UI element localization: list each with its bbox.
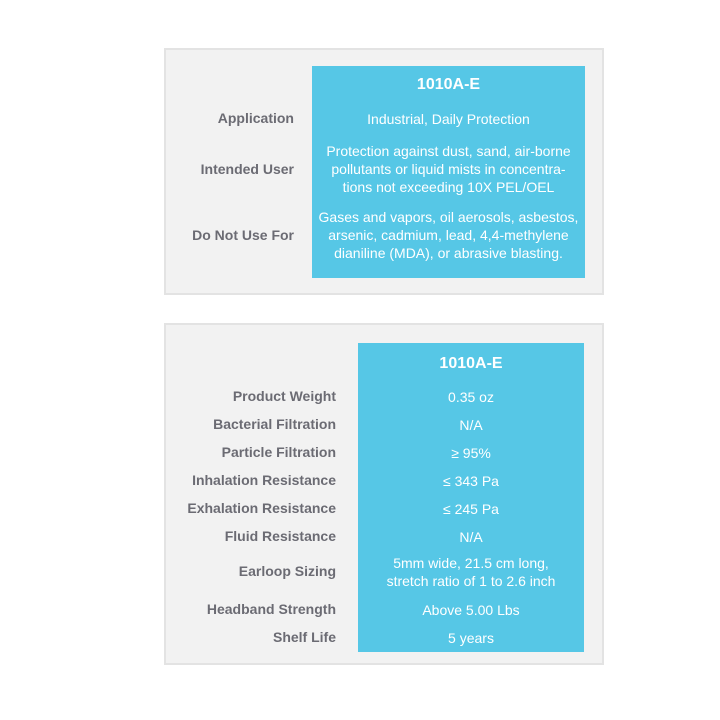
row-label-exhalation-resistance: Exhalation Resistance (187, 500, 336, 516)
row-label-particle-filtration: Particle Filtration (221, 444, 336, 460)
row-value-intended-user: Protection against dust, sand, air-borne pollutants or liquid mists in concentra- tions not exceeding 10X PEL/OEL (326, 143, 571, 195)
spec-card-usage (164, 48, 604, 295)
row-value-shelf-life: 5 years (448, 630, 494, 646)
row-label-bacterial-filtration: Bacterial Filtration (213, 416, 336, 432)
row-value-exhalation-resistance: ≤ 245 Pa (443, 501, 499, 517)
row-value-bacterial-filtration: N/A (459, 417, 483, 433)
row-value-headband-strength: Above 5.00 Lbs (422, 602, 520, 618)
row-label-headband-strength: Headband Strength (206, 601, 336, 617)
row-label-application: Application (217, 110, 294, 126)
row-label-intended-user: Intended User (200, 161, 294, 177)
row-label-earloop-sizing: Earloop Sizing (238, 563, 336, 579)
row-value-do-not-use: Gases and vapors, oil aerosols, asbestos, arsenic, cadmium, lead, 4,4-methylene dianiline (MDA), or abrasive blasting. (318, 209, 579, 261)
spec-card-performance (164, 323, 604, 665)
row-value-application: Industrial, Daily Protection (367, 111, 530, 127)
row-value-inhalation-resistance: ≤ 343 Pa (443, 473, 499, 489)
column-title: 1010A-E (416, 76, 481, 93)
row-value-earloop-sizing: 5mm wide, 21.5 cm long, stretch ratio of 1 to 2.6 inch (386, 555, 556, 589)
row-value-fluid-resistance: N/A (459, 529, 483, 545)
row-value-particle-filtration: ≥ 95% (451, 445, 491, 461)
column-title: 1010A-E (439, 355, 503, 372)
row-label-shelf-life: Shelf Life (272, 629, 336, 645)
row-label-fluid-resistance: Fluid Resistance (224, 528, 336, 544)
row-value-product-weight: 0.35 oz (448, 389, 494, 405)
row-label-inhalation-resistance: Inhalation Resistance (192, 472, 336, 488)
row-label-do-not-use: Do Not Use For (192, 227, 294, 243)
row-label-product-weight: Product Weight (232, 388, 336, 404)
